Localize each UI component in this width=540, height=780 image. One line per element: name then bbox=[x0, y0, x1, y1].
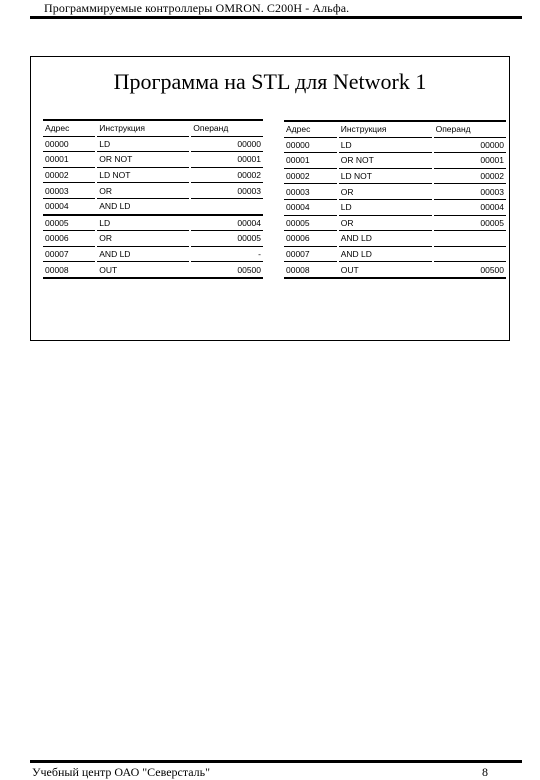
cell-address: 00006 bbox=[43, 231, 96, 247]
cell-operand: 00001 bbox=[190, 152, 263, 168]
column-header-address: Адрес bbox=[284, 121, 338, 137]
footer-rule bbox=[30, 760, 522, 763]
cell-instruction: AND LD bbox=[338, 231, 433, 247]
table-row bbox=[284, 137, 506, 153]
cell-address: 00004 bbox=[43, 198, 96, 214]
cell-address: 00001 bbox=[43, 152, 96, 168]
column-header-address: Адрес bbox=[43, 120, 96, 136]
table-row bbox=[43, 246, 263, 262]
cell-operand: 00004 bbox=[190, 215, 263, 231]
cell-address: 00001 bbox=[284, 153, 338, 169]
column-header-operand: Операнд bbox=[433, 121, 506, 137]
cell-instruction: AND LD bbox=[96, 198, 190, 214]
cell-operand: 00005 bbox=[190, 231, 263, 247]
stl-table-left bbox=[43, 119, 263, 279]
table-row bbox=[43, 198, 263, 214]
cell-operand: 00003 bbox=[190, 183, 263, 199]
cell-address: 00005 bbox=[43, 215, 96, 231]
cell-address: 00000 bbox=[284, 137, 338, 153]
table-row bbox=[43, 167, 263, 183]
table-row bbox=[284, 215, 506, 231]
column-header-instruction: Инструкция bbox=[96, 120, 190, 136]
cell-instruction: OUT bbox=[338, 262, 433, 278]
cell-address: 00005 bbox=[284, 215, 338, 231]
cell-address: 00008 bbox=[284, 262, 338, 278]
cell-instruction: OR bbox=[96, 231, 190, 247]
table-row bbox=[284, 199, 506, 215]
slide-title: Программа на STL для Network 1 bbox=[113, 69, 427, 94]
table-row bbox=[284, 262, 506, 278]
cell-operand: 00000 bbox=[433, 137, 506, 153]
cell-instruction: LD NOT bbox=[338, 168, 433, 184]
stl-table-right bbox=[284, 120, 506, 279]
cell-instruction: LD bbox=[96, 215, 190, 231]
cell-address: 00007 bbox=[43, 246, 96, 262]
cell-address: 00002 bbox=[284, 168, 338, 184]
cell-address: 00008 bbox=[43, 262, 96, 278]
table-row bbox=[284, 168, 506, 184]
cell-address: 00000 bbox=[43, 136, 96, 152]
header-rule bbox=[30, 16, 522, 19]
cell-address: 00003 bbox=[43, 183, 96, 199]
cell-instruction: AND LD bbox=[96, 246, 190, 262]
cell-instruction: OR bbox=[338, 184, 433, 200]
cell-instruction: LD bbox=[338, 137, 433, 153]
cell-instruction: LD bbox=[96, 136, 190, 152]
cell-operand: 00003 bbox=[433, 184, 506, 200]
cell-instruction: AND LD bbox=[338, 246, 433, 262]
table-row bbox=[43, 136, 263, 152]
cell-operand bbox=[190, 198, 263, 214]
cell-instruction: LD NOT bbox=[96, 167, 190, 183]
cell-operand: 00005 bbox=[433, 215, 506, 231]
table-row bbox=[43, 183, 263, 199]
table-row bbox=[284, 246, 506, 262]
cell-address: 00006 bbox=[284, 231, 338, 247]
cell-address: 00002 bbox=[43, 167, 96, 183]
slide-frame bbox=[30, 56, 510, 341]
cell-operand: 00002 bbox=[190, 167, 263, 183]
table-row bbox=[43, 152, 263, 168]
cell-instruction: OR NOT bbox=[338, 153, 433, 169]
cell-address: 00007 bbox=[284, 246, 338, 262]
table-row bbox=[43, 262, 263, 278]
cell-address: 00003 bbox=[284, 184, 338, 200]
cell-operand: 00004 bbox=[433, 199, 506, 215]
cell-operand: 00001 bbox=[433, 153, 506, 169]
cell-instruction: OR bbox=[96, 183, 190, 199]
table-header-row bbox=[284, 121, 506, 137]
table-row bbox=[284, 231, 506, 247]
page-number: 8 bbox=[482, 765, 488, 779]
cell-instruction: OR bbox=[338, 215, 433, 231]
running-header: Программируемые контроллеры OMRON. C200H - Альфа. bbox=[44, 1, 350, 15]
cell-operand: 00002 bbox=[433, 168, 506, 184]
cell-operand bbox=[433, 231, 506, 247]
table-row bbox=[284, 184, 506, 200]
column-header-operand: Операнд bbox=[190, 120, 263, 136]
cell-operand: 00500 bbox=[433, 262, 506, 278]
column-header-instruction: Инструкция bbox=[338, 121, 433, 137]
cell-instruction: OR NOT bbox=[96, 152, 190, 168]
cell-operand: 00000 bbox=[190, 136, 263, 152]
footer-text: Учебный центр ОАО "Северсталь" bbox=[32, 765, 211, 779]
cell-operand bbox=[433, 246, 506, 262]
table-header-row bbox=[43, 120, 263, 136]
table-row bbox=[43, 231, 263, 247]
cell-instruction: OUT bbox=[96, 262, 190, 278]
table-row bbox=[43, 215, 263, 231]
cell-operand: 00500 bbox=[190, 262, 263, 278]
cell-address: 00004 bbox=[284, 199, 338, 215]
cell-operand: - bbox=[190, 246, 263, 262]
table-row bbox=[284, 153, 506, 169]
cell-instruction: LD bbox=[338, 199, 433, 215]
